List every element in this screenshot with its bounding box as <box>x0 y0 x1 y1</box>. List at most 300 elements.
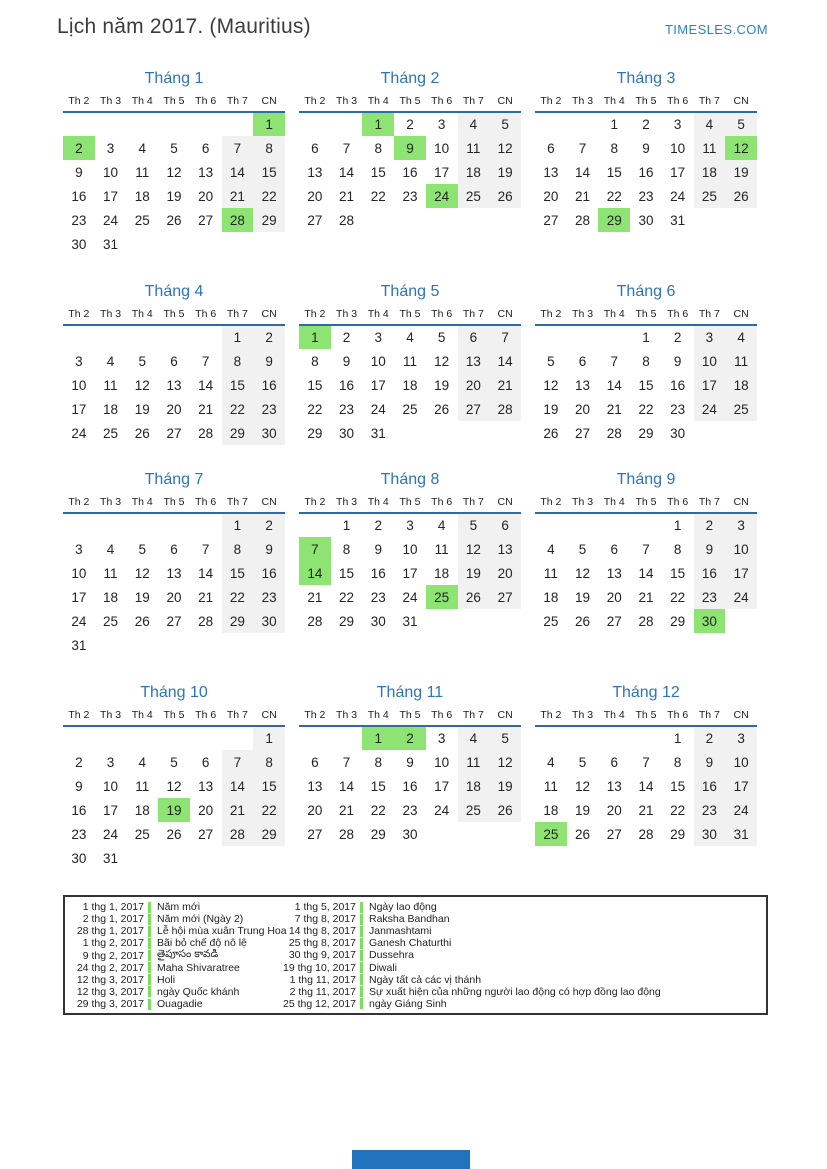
day-cell: 6 <box>201 754 210 770</box>
day-cell: 8 <box>642 353 650 369</box>
legend-holiday-name: Ganesh Chaturthi <box>369 937 452 950</box>
legend-left-column <box>72 901 287 1010</box>
empty-cell <box>426 609 458 633</box>
day-cell: 30 <box>339 425 355 441</box>
day-cell: 16 <box>339 377 355 393</box>
legend-color-bar-icon <box>360 962 363 973</box>
week-row <box>535 397 757 421</box>
day-cell: 18 <box>402 377 418 393</box>
day-cell: 24 <box>370 401 386 417</box>
legend-holiday-name: Raksha Bandhan <box>369 913 450 926</box>
weekday-header: CN <box>253 95 285 112</box>
week-row <box>535 349 757 373</box>
weekday-header: CN <box>725 308 757 325</box>
empty-cell <box>630 726 662 750</box>
day-cell: 4 <box>437 518 446 533</box>
weekday-header: Th 7 <box>694 95 726 112</box>
day-cell: 3 <box>437 117 446 132</box>
day-cell: 10 <box>370 353 386 369</box>
weekday-header: Th 6 <box>190 709 222 726</box>
weekday-header: Th 5 <box>630 709 662 726</box>
day-cell: 22 <box>253 798 285 822</box>
day-cell: 3 <box>694 325 726 349</box>
day-cell: 1 <box>642 330 650 345</box>
weekday-header: Th 2 <box>299 709 331 726</box>
week-row <box>63 421 285 445</box>
day-cell: 4 <box>547 754 555 770</box>
day-cell: 29 <box>370 826 386 842</box>
legend-color-bar-icon <box>360 938 363 949</box>
week-row <box>63 160 285 184</box>
day-cell: 24 <box>103 826 119 842</box>
month-title: Tháng 2 <box>380 70 440 87</box>
legend-color-bar-icon <box>360 902 363 913</box>
week-row <box>535 774 757 798</box>
legend-color-bar-icon <box>148 999 151 1010</box>
week-row <box>63 349 285 373</box>
holiday-day-cell: 19 <box>158 798 190 822</box>
legend-holiday-name: Bãi bỏ chế độ nô lệ <box>157 937 247 950</box>
day-cell: 5 <box>489 726 521 750</box>
week-row <box>535 112 757 136</box>
day-cell: 23 <box>71 826 87 842</box>
legend-holiday-name: Maha Shivaratree <box>157 961 240 974</box>
week-row <box>535 750 757 774</box>
month-table <box>63 496 285 657</box>
empty-cell <box>489 609 521 633</box>
day-cell: 10 <box>71 377 87 393</box>
week-row <box>63 750 285 774</box>
day-cell: 16 <box>253 373 285 397</box>
day-cell: 22 <box>638 401 654 417</box>
empty-cell <box>222 232 254 256</box>
empty-cell <box>535 726 567 750</box>
legend-holiday-name: Ngày tất cả các vị thánh <box>369 973 482 986</box>
day-cell: 10 <box>725 537 757 561</box>
week-row <box>63 798 285 822</box>
weekday-header: Th 7 <box>694 709 726 726</box>
day-cell: 15 <box>370 164 386 180</box>
weekday-header: Th 3 <box>331 496 363 513</box>
week-row <box>535 421 757 445</box>
day-cell: 20 <box>575 401 591 417</box>
day-cell: 8 <box>222 349 254 373</box>
empty-cell <box>95 726 127 750</box>
day-cell: 29 <box>307 425 323 441</box>
day-cell: 8 <box>253 136 285 160</box>
day-cell: 17 <box>725 561 757 585</box>
day-cell: 19 <box>134 589 150 605</box>
month-title: Tháng 5 <box>380 283 440 300</box>
empty-cell <box>489 822 521 846</box>
day-cell: 7 <box>342 140 351 156</box>
day-cell: 25 <box>134 212 150 228</box>
day-cell: 17 <box>370 377 386 393</box>
day-cell: 15 <box>638 377 654 393</box>
day-cell: 29 <box>222 609 254 633</box>
weekday-header: CN <box>725 496 757 513</box>
day-cell: 26 <box>166 212 182 228</box>
legend-date: 1 thg 1, 2017 <box>82 901 144 914</box>
legend-date: 2 thg 1, 2017 <box>82 913 144 926</box>
day-cell: 3 <box>725 726 757 750</box>
day-cell: 28 <box>222 822 254 846</box>
weekday-header: CN <box>725 95 757 112</box>
day-cell: 6 <box>201 140 210 156</box>
month-table <box>299 95 521 232</box>
day-cell: 13 <box>198 778 214 794</box>
legend-date: 24 thg 2, 2017 <box>76 961 144 974</box>
empty-cell <box>126 112 158 136</box>
empty-cell <box>222 846 254 870</box>
legend-date: 29 thg 3, 2017 <box>76 998 144 1010</box>
holiday-day-cell: 7 <box>299 537 331 561</box>
week-row <box>299 750 521 774</box>
day-cell: 9 <box>253 349 285 373</box>
weekday-header: Th 6 <box>190 308 222 325</box>
day-cell: 3 <box>106 140 115 156</box>
day-cell: 14 <box>198 377 214 393</box>
month-title: Tháng 9 <box>616 471 676 488</box>
empty-cell <box>253 633 285 657</box>
day-cell: 25 <box>402 401 418 417</box>
day-cell: 20 <box>166 589 182 605</box>
day-cell: 10 <box>434 754 450 770</box>
day-cell: 15 <box>670 565 686 581</box>
weekday-header: Th 6 <box>190 496 222 513</box>
day-cell: 30 <box>694 822 726 846</box>
day-cell: 16 <box>694 774 726 798</box>
empty-cell <box>126 726 158 750</box>
day-cell: 4 <box>694 112 726 136</box>
day-cell: 21 <box>198 401 214 417</box>
legend-color-bar-icon <box>148 914 151 925</box>
page-header <box>57 15 768 39</box>
day-cell: 19 <box>575 802 591 818</box>
legend-date: 7 thg 8, 2017 <box>294 913 356 926</box>
day-cell: 3 <box>75 541 83 557</box>
day-cell: 22 <box>222 397 254 421</box>
day-cell: 21 <box>575 188 591 204</box>
day-cell: 13 <box>458 349 490 373</box>
day-cell: 7 <box>222 750 254 774</box>
day-cell: 27 <box>307 826 323 842</box>
day-cell: 14 <box>489 349 521 373</box>
day-cell: 16 <box>71 188 87 204</box>
day-cell: 26 <box>489 184 521 208</box>
weekday-header: Th 6 <box>426 95 458 112</box>
day-cell: 15 <box>606 164 622 180</box>
day-cell: 18 <box>134 802 150 818</box>
day-cell: 30 <box>253 609 285 633</box>
month-table <box>535 308 757 445</box>
day-cell: 16 <box>402 164 418 180</box>
day-cell: 3 <box>374 330 383 345</box>
day-cell: 30 <box>670 425 686 441</box>
day-cell: 1 <box>342 518 351 533</box>
day-cell: 11 <box>434 541 449 557</box>
weekday-header: Th 3 <box>567 496 599 513</box>
week-row <box>535 585 757 609</box>
week-row <box>299 609 521 633</box>
weekday-header: CN <box>725 709 757 726</box>
empty-cell <box>630 513 662 537</box>
weekday-header: Th 2 <box>535 308 567 325</box>
day-cell: 26 <box>134 425 150 441</box>
day-cell: 19 <box>489 160 521 184</box>
day-cell: 28 <box>638 826 654 842</box>
day-cell: 25 <box>134 826 150 842</box>
day-cell: 30 <box>370 613 386 629</box>
weekday-header: Th 7 <box>458 496 490 513</box>
week-row <box>63 112 285 136</box>
day-cell: 18 <box>434 565 450 581</box>
weekday-header: Th 6 <box>662 95 694 112</box>
day-cell: 21 <box>222 798 254 822</box>
empty-cell <box>725 609 757 633</box>
empty-cell <box>694 208 726 232</box>
day-cell: 18 <box>458 160 490 184</box>
day-cell: 1 <box>253 726 285 750</box>
week-row <box>535 561 757 585</box>
day-cell: 18 <box>134 188 150 204</box>
weekday-header: Th 2 <box>299 308 331 325</box>
day-cell: 18 <box>103 589 119 605</box>
day-cell: 30 <box>402 826 418 842</box>
legend-color-bar-icon <box>148 926 151 937</box>
legend-color-bar-icon <box>148 950 151 961</box>
empty-cell <box>158 232 190 256</box>
legend-holiday-name: Holi <box>157 973 176 986</box>
week-row <box>535 798 757 822</box>
day-cell: 17 <box>694 373 726 397</box>
day-cell: 25 <box>543 613 559 629</box>
week-row <box>299 421 521 445</box>
day-cell: 12 <box>434 353 450 369</box>
holiday-day-cell: 25 <box>426 585 458 609</box>
day-cell: 24 <box>725 585 757 609</box>
month-3 <box>535 70 757 232</box>
empty-cell <box>126 325 158 349</box>
weekday-header: Th 4 <box>362 709 394 726</box>
empty-cell <box>190 846 222 870</box>
day-cell: 14 <box>339 164 355 180</box>
day-cell: 15 <box>307 377 323 393</box>
weekday-header: Th 7 <box>458 308 490 325</box>
day-cell: 13 <box>307 164 323 180</box>
day-cell: 28 <box>575 212 591 228</box>
day-cell: 17 <box>71 589 87 605</box>
day-cell: 30 <box>71 850 87 866</box>
day-cell: 30 <box>638 212 654 228</box>
legend-row <box>280 986 760 998</box>
day-cell: 24 <box>103 212 119 228</box>
day-cell: 6 <box>547 140 555 156</box>
day-cell: 23 <box>402 802 418 818</box>
day-cell: 23 <box>694 585 726 609</box>
month-title: Tháng 6 <box>616 283 676 300</box>
empty-cell <box>158 633 190 657</box>
weekday-header: Th 4 <box>126 709 158 726</box>
legend-color-bar-icon <box>148 986 151 997</box>
day-cell: 11 <box>458 136 490 160</box>
day-cell: 29 <box>253 822 285 846</box>
week-row <box>299 160 521 184</box>
month-title: Tháng 4 <box>144 283 204 300</box>
day-cell: 21 <box>307 589 323 605</box>
day-cell: 23 <box>339 401 355 417</box>
month-table <box>63 308 285 445</box>
weekday-header: Th 7 <box>222 496 254 513</box>
empty-cell <box>222 726 254 750</box>
holiday-day-cell: 29 <box>598 208 630 232</box>
day-cell: 12 <box>134 565 150 581</box>
legend-holiday-name: Diwali <box>369 961 398 974</box>
day-cell: 4 <box>106 353 115 369</box>
day-cell: 11 <box>135 164 150 180</box>
week-row <box>63 232 285 256</box>
day-cell: 22 <box>307 401 323 417</box>
day-cell: 20 <box>489 561 521 585</box>
day-cell: 5 <box>578 754 587 770</box>
day-cell: 17 <box>71 401 87 417</box>
legend-row <box>280 962 760 974</box>
month-table <box>299 496 521 633</box>
empty-cell <box>331 112 363 136</box>
week-row <box>299 822 521 846</box>
day-cell: 26 <box>575 613 591 629</box>
legend-color-bar-icon <box>360 950 363 961</box>
holiday-day-cell: 1 <box>253 112 285 136</box>
week-row <box>535 537 757 561</box>
day-cell: 20 <box>606 589 622 605</box>
day-cell: 31 <box>370 425 386 441</box>
day-cell: 12 <box>166 164 182 180</box>
weekday-header: Th 5 <box>158 709 190 726</box>
day-cell: 27 <box>606 826 622 842</box>
day-cell: 26 <box>575 826 591 842</box>
day-cell: 5 <box>489 112 521 136</box>
day-cell: 19 <box>725 160 757 184</box>
day-cell: 10 <box>670 140 686 156</box>
holiday-day-cell: 1 <box>362 112 394 136</box>
day-cell: 5 <box>170 754 178 770</box>
empty-cell <box>458 208 490 232</box>
day-cell: 19 <box>166 188 182 204</box>
month-table <box>63 709 285 870</box>
weekday-header: Th 6 <box>190 95 222 112</box>
week-row <box>535 609 757 633</box>
week-row <box>299 561 521 585</box>
legend-holiday-name: Ouagadie <box>157 998 203 1010</box>
legend-date: 25 thg 8, 2017 <box>288 937 356 950</box>
month-8 <box>299 471 521 633</box>
weekday-header: Th 2 <box>63 709 95 726</box>
day-cell: 2 <box>253 513 285 537</box>
day-cell: 9 <box>253 537 285 561</box>
day-cell: 23 <box>670 401 686 417</box>
empty-cell <box>535 112 567 136</box>
day-cell: 28 <box>638 613 654 629</box>
day-cell: 16 <box>71 802 87 818</box>
day-cell: 14 <box>222 160 254 184</box>
day-cell: 22 <box>670 802 686 818</box>
day-cell: 21 <box>606 401 622 417</box>
empty-cell <box>222 112 254 136</box>
empty-cell <box>158 325 190 349</box>
day-cell: 20 <box>458 373 490 397</box>
day-cell: 5 <box>458 513 490 537</box>
empty-cell <box>458 609 490 633</box>
day-cell: 2 <box>673 330 682 345</box>
week-row <box>299 208 521 232</box>
day-cell: 10 <box>725 750 757 774</box>
weekday-header: Th 2 <box>63 95 95 112</box>
empty-cell <box>535 325 567 349</box>
day-cell: 24 <box>71 425 87 441</box>
weekday-header: Th 3 <box>567 95 599 112</box>
day-cell: 6 <box>610 754 619 770</box>
timesles-site-link[interactable]: TIMESLES.COM <box>664 22 768 37</box>
empty-cell <box>535 513 567 537</box>
day-cell: 31 <box>725 822 757 846</box>
week-row <box>535 208 757 232</box>
day-cell: 3 <box>106 754 115 770</box>
day-cell: 18 <box>543 802 559 818</box>
week-row <box>63 184 285 208</box>
day-cell: 13 <box>575 377 591 393</box>
day-cell: 4 <box>725 325 757 349</box>
day-cell: 22 <box>222 585 254 609</box>
day-cell: 23 <box>638 188 654 204</box>
day-cell: 20 <box>307 188 323 204</box>
day-cell: 29 <box>222 421 254 445</box>
day-cell: 6 <box>610 541 619 557</box>
weekday-header: Th 7 <box>222 95 254 112</box>
day-cell: 3 <box>75 353 83 369</box>
legend-holiday-name: Năm mới <box>157 901 201 914</box>
month-6 <box>535 283 757 445</box>
day-cell: 15 <box>670 778 686 794</box>
day-cell: 3 <box>725 513 757 537</box>
day-cell: 16 <box>253 561 285 585</box>
empty-cell <box>95 325 127 349</box>
day-cell: 2 <box>342 330 351 345</box>
day-cell: 10 <box>402 541 418 557</box>
legend-color-bar-icon <box>360 974 363 985</box>
day-cell: 14 <box>638 778 654 794</box>
legend-date: 30 thg 9, 2017 <box>288 949 356 962</box>
site-footer-badge <box>352 1150 470 1169</box>
day-cell: 31 <box>402 613 418 629</box>
day-cell: 27 <box>198 212 214 228</box>
day-cell: 12 <box>575 778 591 794</box>
legend-row <box>72 925 287 938</box>
legend-holiday-name: Janmashtami <box>369 925 432 938</box>
day-cell: 8 <box>253 750 285 774</box>
empty-cell <box>299 726 331 750</box>
legend-holiday-name: Năm mới (Ngày 2) <box>157 913 244 926</box>
empty-cell <box>598 726 630 750</box>
day-cell: 8 <box>342 541 351 557</box>
week-row <box>299 774 521 798</box>
weekday-header: Th 3 <box>331 709 363 726</box>
weekday-header: Th 4 <box>362 496 394 513</box>
day-cell: 15 <box>339 565 355 581</box>
legend-date: 25 thg 12, 2017 <box>283 997 356 1010</box>
week-row <box>63 726 285 750</box>
day-cell: 15 <box>370 778 386 794</box>
